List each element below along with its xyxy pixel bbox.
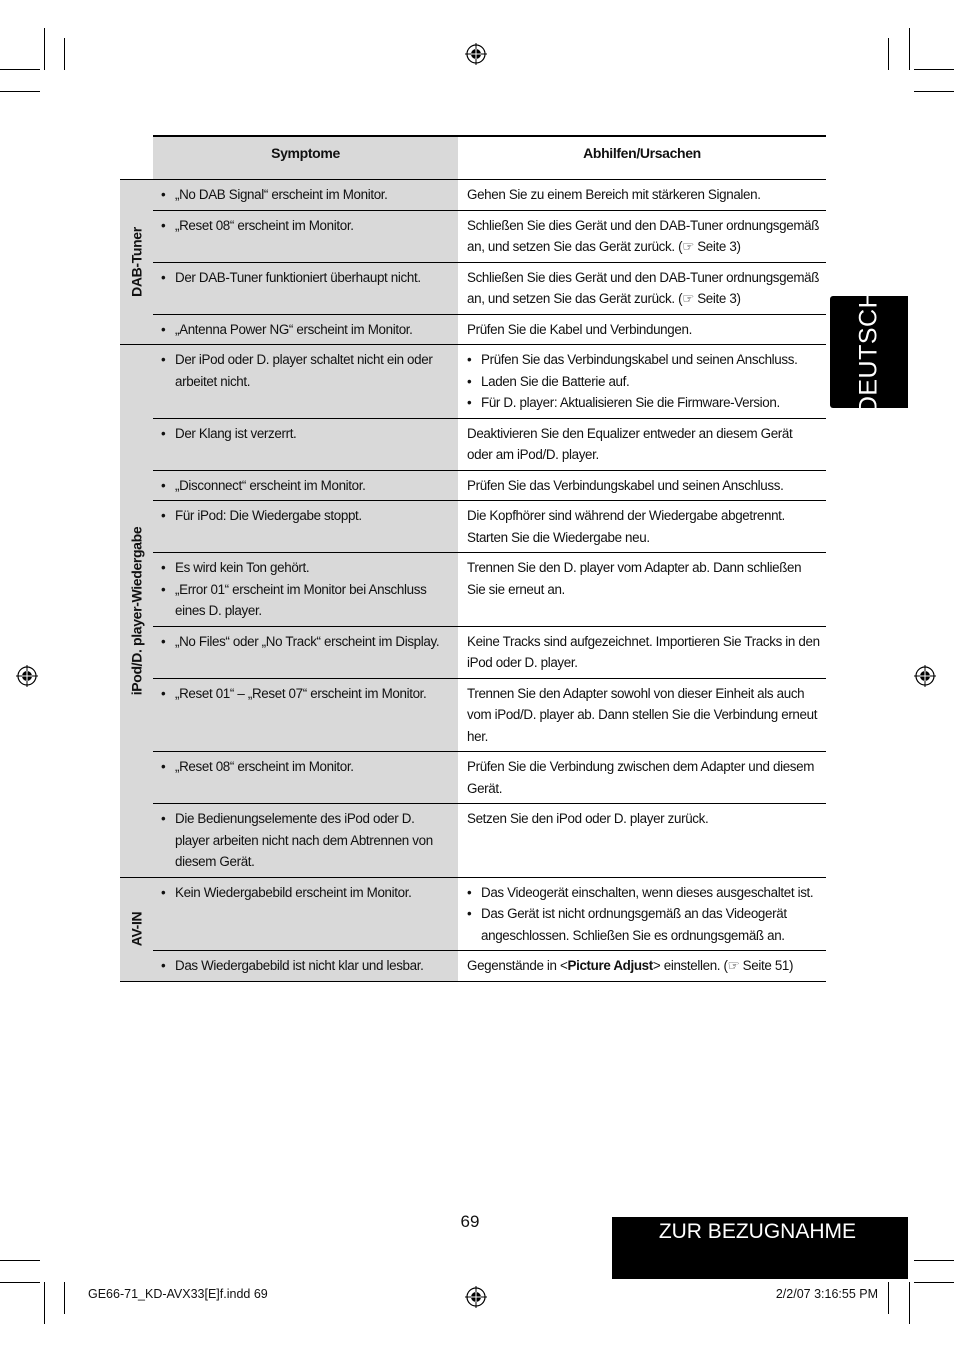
symptom-item: • Kein Wiedergabebild erscheint im Monitor. xyxy=(161,882,452,904)
remedy-text: Schließen Sie dies Gerät und den DAB-Tuner ordnungsgemäß an, und setzen Sie das Gerät zurück. (☞ Seite 3) xyxy=(467,217,820,254)
symptom-item: • „Error 01“ erscheint im Monitor bei Anschluss eines D. player. xyxy=(161,579,452,622)
crop-mark-icon xyxy=(914,1282,954,1283)
table-row xyxy=(120,180,826,211)
reference-tab-label: ZUR BEZUGNAHME xyxy=(658,1220,856,1243)
footer-timestamp: 2/2/07 3:16:55 PM xyxy=(775,1287,878,1301)
crop-mark-icon xyxy=(0,1260,40,1261)
symptom-item: • „Reset 01“ – „Reset 07“ erscheint im Monitor. xyxy=(161,683,452,705)
table-row xyxy=(120,678,826,752)
symptom-cell xyxy=(153,626,458,678)
remedy-text: Keine Tracks sind aufgezeichnet. Importieren Sie Tracks in den iPod oder D. player. xyxy=(467,633,820,670)
language-tab xyxy=(830,289,908,415)
section-cell xyxy=(120,345,153,878)
symptom-cell xyxy=(153,752,458,804)
table-row xyxy=(120,752,826,804)
section-label: iPod/D. player-Wiedergabe xyxy=(127,526,144,695)
symptom-item: • „Disconnect“ erscheint im Monitor. xyxy=(161,475,452,497)
remedies-header: Abhilfen/Ursachen xyxy=(458,136,826,180)
symptom-cell xyxy=(153,501,458,553)
registration-mark-icon xyxy=(465,1286,487,1308)
registration-mark-icon xyxy=(16,665,38,687)
registration-mark-icon xyxy=(914,665,936,687)
table-row xyxy=(120,262,826,314)
remedy-item: • Laden Sie die Batterie auf. xyxy=(467,371,820,393)
remedy-text-before: Gegenstände in < xyxy=(467,958,568,973)
symptom-cell xyxy=(153,470,458,501)
symptom-cell xyxy=(153,804,458,878)
remedy-cell xyxy=(458,553,826,627)
remedy-cell xyxy=(458,678,826,752)
crop-mark-icon xyxy=(909,28,910,70)
symptom-cell xyxy=(153,180,458,211)
symptom-item: • Der DAB-Tuner funktioniert überhaupt nicht. xyxy=(161,267,452,289)
table-row xyxy=(120,626,826,678)
crop-mark-icon xyxy=(888,1282,889,1314)
symptom-cell xyxy=(153,345,458,419)
troubleshooting-table xyxy=(120,135,826,982)
table-row xyxy=(120,877,826,951)
crop-mark-icon xyxy=(44,28,45,70)
symptom-item: • Das Wiedergabebild ist nicht klar und lesbar. xyxy=(161,955,452,977)
symptoms-header: Symptome xyxy=(153,136,458,180)
crop-mark-icon xyxy=(0,1282,40,1283)
table-row xyxy=(120,951,826,982)
remedy-cell xyxy=(458,180,826,211)
symptom-cell xyxy=(153,951,458,982)
symptom-item: • „No Files“ oder „No Track“ erscheint im Display. xyxy=(161,631,452,653)
language-tab-label: DEUTSCH xyxy=(854,289,883,415)
remedy-text: Prüfen Sie das Verbindungskabel und seinen Anschluss. xyxy=(467,477,784,493)
symptom-item: • „Antenna Power NG“ erscheint im Monitor. xyxy=(161,319,452,341)
symptom-cell xyxy=(153,678,458,752)
remedy-cell xyxy=(458,262,826,314)
remedy-cell xyxy=(458,626,826,678)
crop-mark-icon xyxy=(888,38,889,70)
table-row xyxy=(120,501,826,553)
symptom-item: • Der Klang ist verzerrt. xyxy=(161,423,452,445)
table-row xyxy=(120,314,826,345)
table-row xyxy=(120,210,826,262)
table-row xyxy=(120,345,826,419)
remedy-cell xyxy=(458,951,826,982)
remedy-text: Die Kopfhörer sind während der Wiedergabe abgetrennt. Starten Sie die Wiedergabe neu. xyxy=(467,508,785,545)
crop-mark-icon xyxy=(44,1282,45,1324)
table-header-row xyxy=(120,136,826,180)
menu-item-name: Picture Adjust xyxy=(567,958,653,973)
remedy-cell xyxy=(458,501,826,553)
crop-mark-icon xyxy=(914,1260,954,1261)
symptom-cell xyxy=(153,314,458,345)
remedy-item: • Für D. player: Aktualisieren Sie die Firmware-Version. xyxy=(467,392,820,414)
table-row xyxy=(120,470,826,501)
symptom-item: • Der iPod oder D. player schaltet nicht ein oder arbeitet nicht. xyxy=(161,349,452,392)
page-number: 69 xyxy=(460,1212,480,1231)
remedy-cell xyxy=(458,314,826,345)
remedy-text: Prüfen Sie die Kabel und Verbindungen. xyxy=(467,321,692,337)
crop-mark-icon xyxy=(64,1282,65,1314)
remedy-text: Trennen Sie den D. player vom Adapter ab. Dann schließen Sie sie erneut an. xyxy=(467,560,802,597)
remedy-item: • Das Gerät ist nicht ordnungsgemäß an das Videogerät angeschlossen. Schließen Sie es ordnungsgemäß an. xyxy=(467,903,820,946)
section-label: AV-IN xyxy=(127,911,144,947)
remedy-text: Setzen Sie den iPod oder D. player zurück. xyxy=(467,811,709,826)
symptom-item: • „No DAB Signal“ erscheint im Monitor. xyxy=(161,184,452,206)
remedy-text: Prüfen Sie die Verbindung zwischen dem Adapter und diesem Gerät. xyxy=(467,759,815,796)
table-row xyxy=(120,804,826,878)
symptom-item: • „Reset 08“ erscheint im Monitor. xyxy=(161,756,452,778)
symptom-item: • „Reset 08“ erscheint im Monitor. xyxy=(161,215,452,237)
section-cell xyxy=(120,180,153,345)
symptom-cell xyxy=(153,262,458,314)
symptom-cell xyxy=(153,418,458,470)
symptom-cell xyxy=(153,553,458,627)
crop-mark-icon xyxy=(914,91,954,92)
table-row xyxy=(120,418,826,470)
crop-mark-icon xyxy=(909,1282,910,1324)
remedy-text: Trennen Sie den Adapter sowohl von dieser Einheit als auch vom iPod/D. player ab. Dann stellen Sie die Verbindung erneut her. xyxy=(467,685,818,744)
section-label: DAB-Tuner xyxy=(127,227,144,297)
remedy-text: Deaktivieren Sie den Equalizer entweder an diesem Gerät oder am iPod/D. player. xyxy=(467,425,793,462)
symptom-cell xyxy=(153,210,458,262)
remedy-text: Gehen Sie zu einem Bereich mit stärkeren Signalen. xyxy=(467,187,761,202)
remedy-cell xyxy=(458,210,826,262)
remedy-cell xyxy=(458,345,826,419)
crop-mark-icon xyxy=(0,91,40,92)
remedy-cell xyxy=(458,418,826,470)
section-cell xyxy=(120,877,153,981)
symptom-cell xyxy=(153,877,458,951)
remedy-cell xyxy=(458,752,826,804)
footer-file-info: GE66-71_KD-AVX33[E]f.indd 69 xyxy=(88,1287,268,1301)
symptom-item: • Die Bedienungselemente des iPod oder D. player arbeiten nicht nach dem Abtrennen von diesem Gerät. xyxy=(161,808,452,873)
crop-mark-icon xyxy=(0,69,40,70)
crop-mark-icon xyxy=(64,38,65,70)
remedy-item: • Prüfen Sie das Verbindungskabel und seinen Anschluss. xyxy=(467,349,820,371)
registration-mark-icon xyxy=(465,43,487,65)
symptom-item: • Es wird kein Ton gehört. xyxy=(161,557,452,579)
remedy-cell xyxy=(458,470,826,501)
crop-mark-icon xyxy=(914,69,954,70)
reference-tab xyxy=(612,1217,908,1279)
table-row xyxy=(120,553,826,627)
remedy-cell xyxy=(458,877,826,951)
symptom-item: • Für iPod: Die Wiedergabe stoppt. xyxy=(161,505,452,527)
remedy-cell xyxy=(458,804,826,878)
header-corner xyxy=(120,136,153,180)
remedy-text xyxy=(467,955,820,977)
remedy-item: • Das Videogerät einschalten, wenn dieses ausgeschaltet ist. xyxy=(467,882,820,904)
remedy-text-after: > einstellen. (☞ Seite 51) xyxy=(652,958,794,973)
table-body xyxy=(120,180,826,982)
remedy-text: Schließen Sie dies Gerät und den DAB-Tuner ordnungsgemäß an, und setzen Sie das Gerät zurück. (☞ Seite 3) xyxy=(467,269,820,306)
